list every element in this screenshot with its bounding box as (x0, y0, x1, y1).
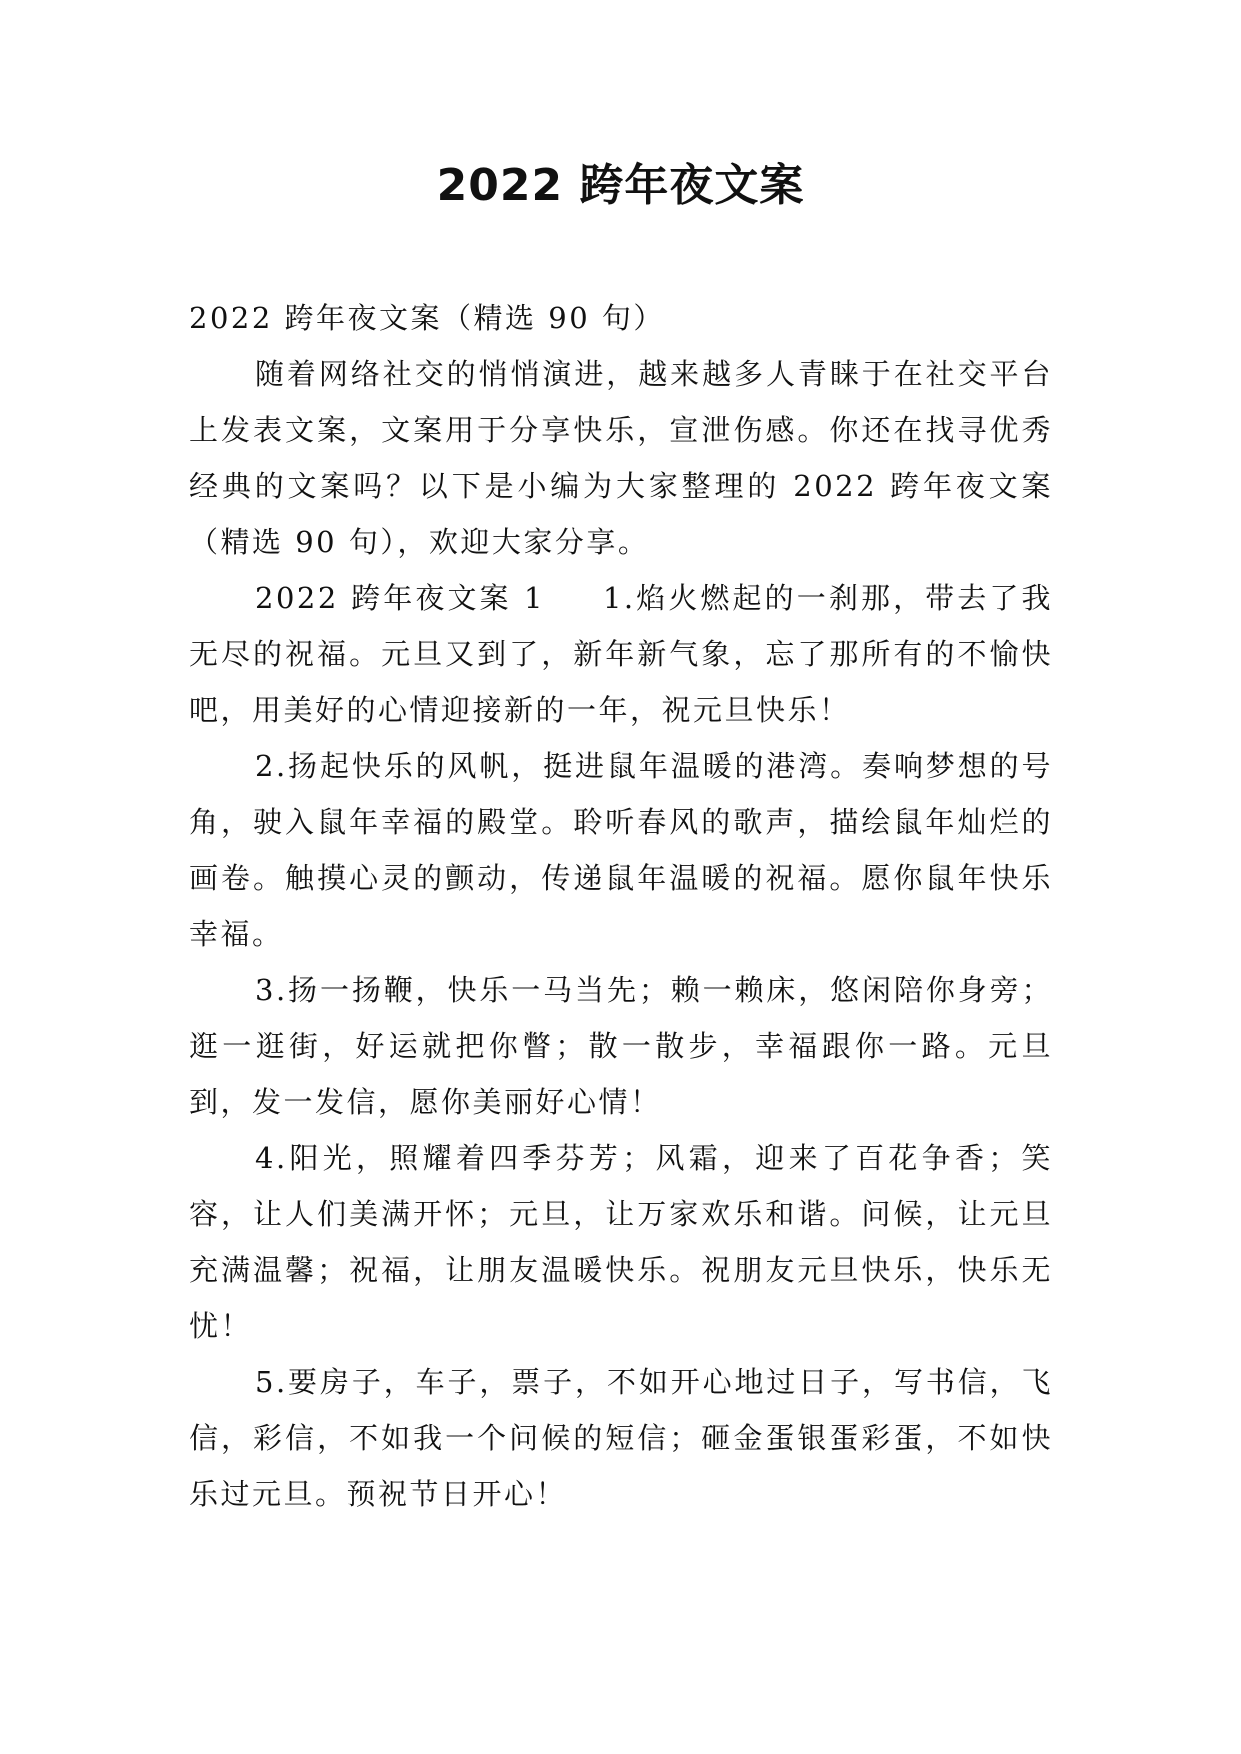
section-first-paragraph (189, 570, 1053, 738)
list-item: 4.阳光，照耀着四季芬芳；风霜，迎来了百花争香；笑容，让人们美满开怀；元旦，让万家欢乐和谐。问候，让元旦充满温馨；祝福，让朋友温暖快乐。祝朋友元旦快乐，快乐无忧！ (189, 1141, 1053, 1343)
document-title: 2022 跨年夜文案 (436, 160, 805, 211)
list-item: 5.要房子，车子，票子，不如开心地过日子，写书信，飞信，彩信，不如我一个问候的短信；砸金蛋银蛋彩蛋，不如快乐过元旦。预祝节日开心！ (189, 1365, 1053, 1511)
list-item: 3.扬一扬鞭，快乐一马当先；赖一赖床，悠闲陪你身旁；逛一逛街，好运就把你瞥；散一散步，幸福跟你一路。元旦到，发一发信，愿你美丽好心情！ (189, 973, 1053, 1119)
document-body (189, 290, 1053, 1522)
section-heading: 2022 跨年夜文案 1 (255, 581, 545, 615)
intro-paragraph: 随着网络社交的悄悄演进，越来越多人青睐于在社交平台上发表文案，文案用于分享快乐，宣泄伤感。你还在找寻优秀经典的文案吗？以下是小编为大家整理的 2022 跨年夜文案（精选 90 句），欢迎大家分享。 (189, 357, 1053, 559)
document-subtitle: 2022 跨年夜文案（精选 90 句） (189, 301, 665, 335)
list-item: 1.焰火燃起的一刹那，带去了我无尽的祝福。元旦又到了，新年新气象，忘了那所有的不愉快吧，用美好的心情迎接新的一年，祝元旦快乐！ (189, 581, 1053, 727)
list-item: 2.扬起快乐的风帆，挺进鼠年温暖的港湾。奏响梦想的号角，驶入鼠年幸福的殿堂。聆听春风的歌声，描绘鼠年灿烂的画卷。触摸心灵的颤动，传递鼠年温暖的祝福。愿你鼠年快乐幸福。 (189, 749, 1053, 951)
